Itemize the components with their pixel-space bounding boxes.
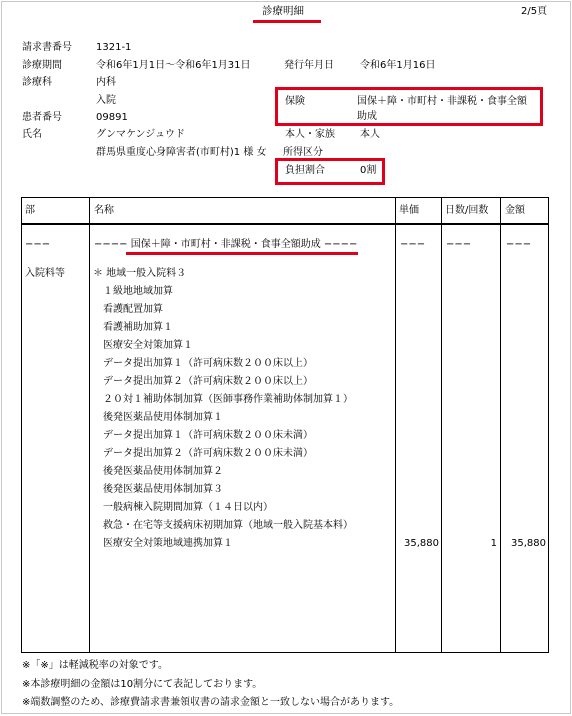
patient-address: 群馬県重度心身障害者(市町村)1 様 女 [96, 147, 267, 158]
insurance-row-unit-price: −−− [400, 239, 426, 250]
list-item: ２０対１補助体制加算（医師事務作業補助体制加算１） [93, 394, 353, 405]
insurance-label: 保険 [285, 96, 305, 107]
item-amount: 35,880 [511, 538, 546, 549]
list-item: 後発医薬品使用体制加算２ [93, 466, 223, 477]
relation-value: 本人 [360, 129, 380, 140]
col-header-days: 日数/回数 [445, 205, 489, 216]
name-label: 氏名 [22, 129, 42, 140]
burden-label: 負担割合 [285, 165, 325, 176]
invoice-no: 1321-1 [96, 42, 132, 53]
patient-name: グンマケンジュウド [96, 129, 186, 140]
department-value: 内科 [96, 77, 116, 88]
income-class-label: 所得区分 [283, 147, 323, 158]
relation-label: 本人・家族 [285, 129, 335, 140]
list-item: 看護補助加算１ [93, 322, 173, 333]
insurance-row-highlight-underline [126, 252, 358, 255]
insurance-value-line2: 助成 [357, 111, 377, 122]
invoice-no-label: 請求書番号 [22, 42, 72, 53]
list-item: 後発医薬品使用体制加算３ [93, 484, 223, 495]
list-item: 救急・在宅等支援病床初期加算（地域一般入院基本料） [93, 520, 353, 531]
insurance-row-name: −−−− 国保＋障・市町村・非課税・食事全額助成 −−−− [94, 239, 358, 250]
col-divider [395, 197, 396, 653]
period-value: 令和6年1月1日～令和6年1月31日 [96, 60, 251, 71]
item-unit-price: 35,880 [404, 538, 439, 549]
insurance-value-line1: 国保＋障・市町村・非課税・食事全額 [357, 96, 527, 107]
col-header-amount: 金額 [505, 205, 525, 216]
patient-no: 09891 [96, 112, 128, 123]
insurance-row-amount: −−− [506, 239, 532, 250]
list-item: 医療安全対策加算１ [93, 340, 193, 351]
footnotes [22, 660, 399, 716]
section-label: 入院料等 [25, 268, 65, 279]
title-highlight-underline [253, 20, 321, 23]
col-divider [441, 197, 442, 653]
insurance-row-days: −−− [446, 239, 472, 250]
list-item: 一般病棟入院期間加算（１４日以内） [93, 502, 273, 513]
col-divider [89, 197, 90, 653]
footnote: ※「※」は軽減税率の対象です。 [22, 660, 168, 671]
list-item: データ提出加算２（許可病床数２００床未満） [93, 448, 313, 459]
item-days: 1 [490, 538, 497, 549]
col-header-dept: 部 [25, 205, 35, 216]
list-item: 後発医薬品使用体制加算１ [93, 412, 223, 423]
list-item: ＊ 地域一般入院料３ [93, 268, 187, 279]
col-divider [500, 197, 501, 653]
list-item: １級地地域加算 [93, 286, 173, 297]
list-item: 看護配置加算 [93, 304, 163, 315]
document-title: 診療明細 [262, 5, 304, 17]
period-label: 診療期間 [22, 60, 62, 71]
list-item: データ提出加算２（許可病床数２００床以上） [93, 376, 313, 387]
inpatient-label: 入院 [96, 95, 116, 106]
patient-no-label: 患者番号 [22, 112, 62, 123]
footnote: ※端数調整のため、診療費請求書兼領収書の請求金額と一致しない場合があります。 [22, 697, 400, 708]
list-item: データ提出加算１（許可病床数２００床未満） [93, 430, 313, 441]
item-list [93, 268, 353, 556]
insurance-row-dept: −−− [25, 239, 51, 250]
footnote: ※本診療明細の金額は10割分にて表記しております。 [22, 678, 263, 690]
issue-date-label: 発行年月日 [284, 60, 334, 71]
col-header-unit-price: 単価 [399, 205, 419, 216]
issue-date: 令和6年1月16日 [360, 60, 436, 71]
page-number: 2/5頁 [521, 6, 548, 17]
list-item: データ提出加算１（許可病床数２００床以上） [93, 358, 313, 369]
list-item: 医療安全対策地域連携加算１ [93, 538, 233, 549]
header-divider [21, 223, 549, 225]
burden-value: 0割 [360, 165, 377, 176]
col-header-name: 名称 [94, 205, 114, 216]
department-label: 診療科 [22, 77, 52, 88]
